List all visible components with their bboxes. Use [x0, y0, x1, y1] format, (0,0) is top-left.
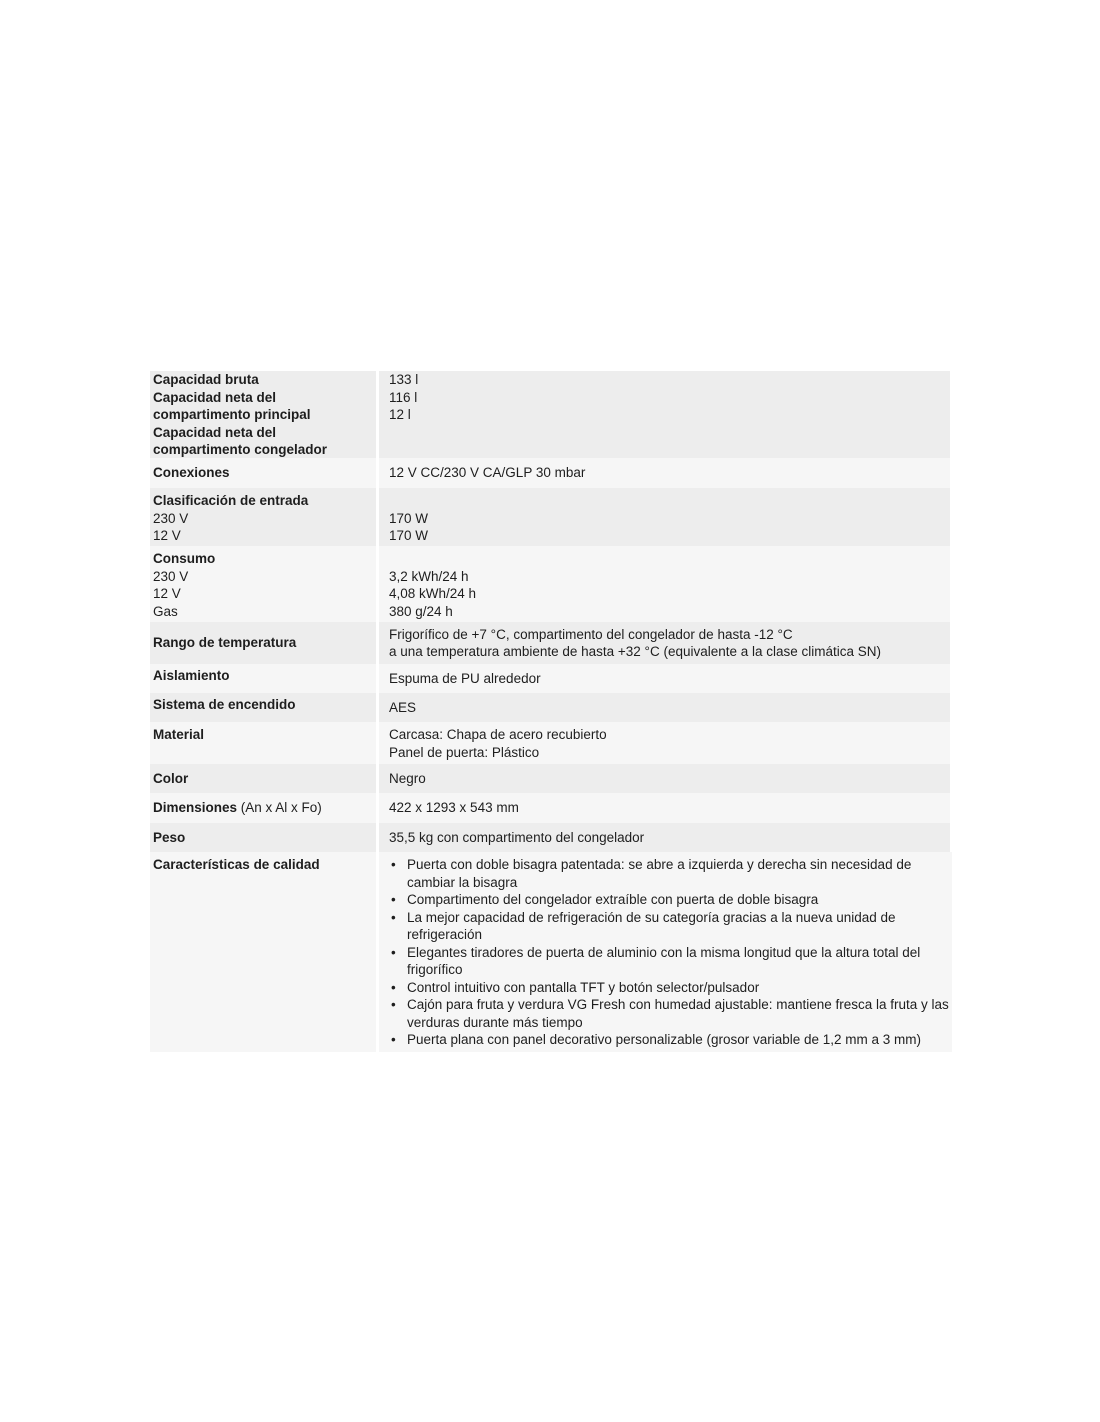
feature-item: • Compartimento del congelador extraíble con puerta de doble bisagra: [389, 891, 952, 909]
spec-row-conexiones: [150, 458, 950, 488]
spec-value-cell: [379, 664, 950, 693]
spec-label: Consumo: [153, 551, 216, 566]
spec-row-capacidad: [150, 371, 950, 458]
spec-value: 35,5 kg con compartimento del congelador: [389, 829, 645, 845]
spec-label: Sistema de encendido: [153, 697, 296, 712]
spec-label-cell: [150, 793, 376, 823]
spec-value: 380 g/24 h: [389, 603, 453, 619]
spec-label: Peso: [153, 829, 186, 845]
feature-item: • La mejor capacidad de refrigeración de su categoría gracias a la nueva unidad de refrigeración: [389, 909, 952, 944]
spec-label-cell: [150, 823, 376, 852]
spec-label-cell: [150, 546, 376, 622]
spec-label-cell: [150, 488, 376, 546]
spec-row-caracteristicas: [150, 852, 950, 1052]
spec-value-cell: [379, 852, 952, 1052]
spec-value: 4,08 kWh/24 h: [389, 586, 477, 601]
spec-value: 422 x 1293 x 543 mm: [389, 800, 519, 816]
spec-label-suffix: (An x Al x Fo): [237, 800, 322, 816]
spec-value: 170 W: [389, 528, 429, 543]
spec-sublabel: Gas: [153, 603, 178, 619]
spec-row-color: [150, 764, 950, 793]
spec-value: AES: [389, 700, 417, 715]
spec-label: Capacidad neta del: [153, 424, 277, 440]
spec-value-cell: [379, 823, 950, 852]
spec-label: compartimento congelador: [153, 442, 328, 457]
spec-label: Conexiones: [153, 465, 230, 481]
spec-value-cell: [379, 793, 950, 823]
spec-label-cell: [150, 458, 376, 488]
spec-value: 116 l: [389, 389, 418, 405]
spec-value: 12 l: [389, 407, 411, 422]
feature-item: • Elegantes tiradores de puerta de aluminio con la misma longitud que la altura total del frigorífico: [389, 944, 952, 979]
spec-value-cell: [379, 764, 950, 793]
spec-row-dimensiones: [150, 793, 950, 823]
spec-row-clasificacion: [150, 488, 950, 546]
spec-value: 3,2 kWh/24 h: [389, 568, 469, 584]
feature-item: • Control intuitivo con pantalla TFT y botón selector/pulsador: [389, 979, 952, 997]
spec-label-cell: [150, 852, 376, 1052]
spec-label: Rango de temperatura: [153, 635, 297, 651]
spec-value-cell: [379, 722, 950, 764]
spec-label-cell: [150, 622, 376, 664]
spec-label: Capacidad neta del: [153, 389, 277, 405]
spec-sublabel: 12 V: [153, 586, 181, 601]
spec-value-cell: [379, 458, 950, 488]
spec-value: Panel de puerta: Plástico: [389, 744, 540, 760]
feature-list: [389, 856, 952, 1049]
spec-value: Espuma de PU alrededor: [389, 671, 541, 686]
spec-value-cell: [379, 371, 950, 458]
spec-row-encendido: [150, 693, 950, 722]
spec-label: Dimensiones: [153, 800, 238, 816]
feature-item: • Puerta plana con panel decorativo personalizable (grosor variable de 1,2 mm a 3 mm): [389, 1031, 952, 1049]
spec-label: compartimento principal: [153, 407, 311, 422]
spec-value: Frigorífico de +7 °C, compartimento del congelador de hasta -12 °C: [389, 626, 793, 642]
spec-sublabel: 230 V: [153, 568, 189, 584]
spec-value: 133 l: [389, 372, 419, 387]
spec-label: Material: [153, 727, 205, 742]
spec-value: Negro: [389, 770, 426, 786]
spec-row-aislamiento: [150, 664, 950, 693]
spec-sublabel: 230 V: [153, 510, 189, 526]
spec-label: Aislamiento: [153, 668, 230, 683]
spec-label: Clasificación de entrada: [153, 493, 309, 508]
spec-label-cell: [150, 722, 376, 764]
feature-item: • Puerta con doble bisagra patentada: se abre a izquierda y derecha sin necesidad de cambiar la bisagra: [389, 856, 952, 891]
spec-label-cell: [150, 693, 376, 722]
spec-value-cell: [379, 693, 950, 722]
feature-item: • Cajón para fruta y verdura VG Fresh con humedad ajustable: mantiene fresca la fruta y las verduras durante más tiempo: [389, 996, 952, 1031]
spec-value: Carcasa: Chapa de acero recubierto: [389, 727, 607, 742]
spec-value: 170 W: [389, 510, 429, 526]
spec-row-peso: [150, 823, 950, 852]
spec-row-material: [150, 722, 950, 764]
spec-label-cell: [150, 664, 376, 693]
spec-sublabel: 12 V: [153, 528, 181, 543]
spec-row-temperatura: [150, 622, 950, 664]
spec-label-cell: [150, 764, 376, 793]
spec-label: Color: [153, 770, 189, 786]
spec-value: a una temperatura ambiente de hasta +32 °C (equivalente a la clase climática SN): [389, 644, 882, 659]
spec-value-cell: [379, 622, 950, 664]
spec-value-cell: [379, 546, 950, 622]
spec-row-consumo: [150, 546, 950, 622]
spec-table: [150, 371, 950, 1052]
spec-value: 12 V CC/230 V CA/GLP 30 mbar: [389, 465, 586, 481]
spec-label-cell: [150, 371, 376, 458]
spec-label: Características de calidad: [153, 857, 320, 872]
spec-label: Capacidad bruta: [153, 372, 259, 387]
spec-value-cell: [379, 488, 950, 546]
